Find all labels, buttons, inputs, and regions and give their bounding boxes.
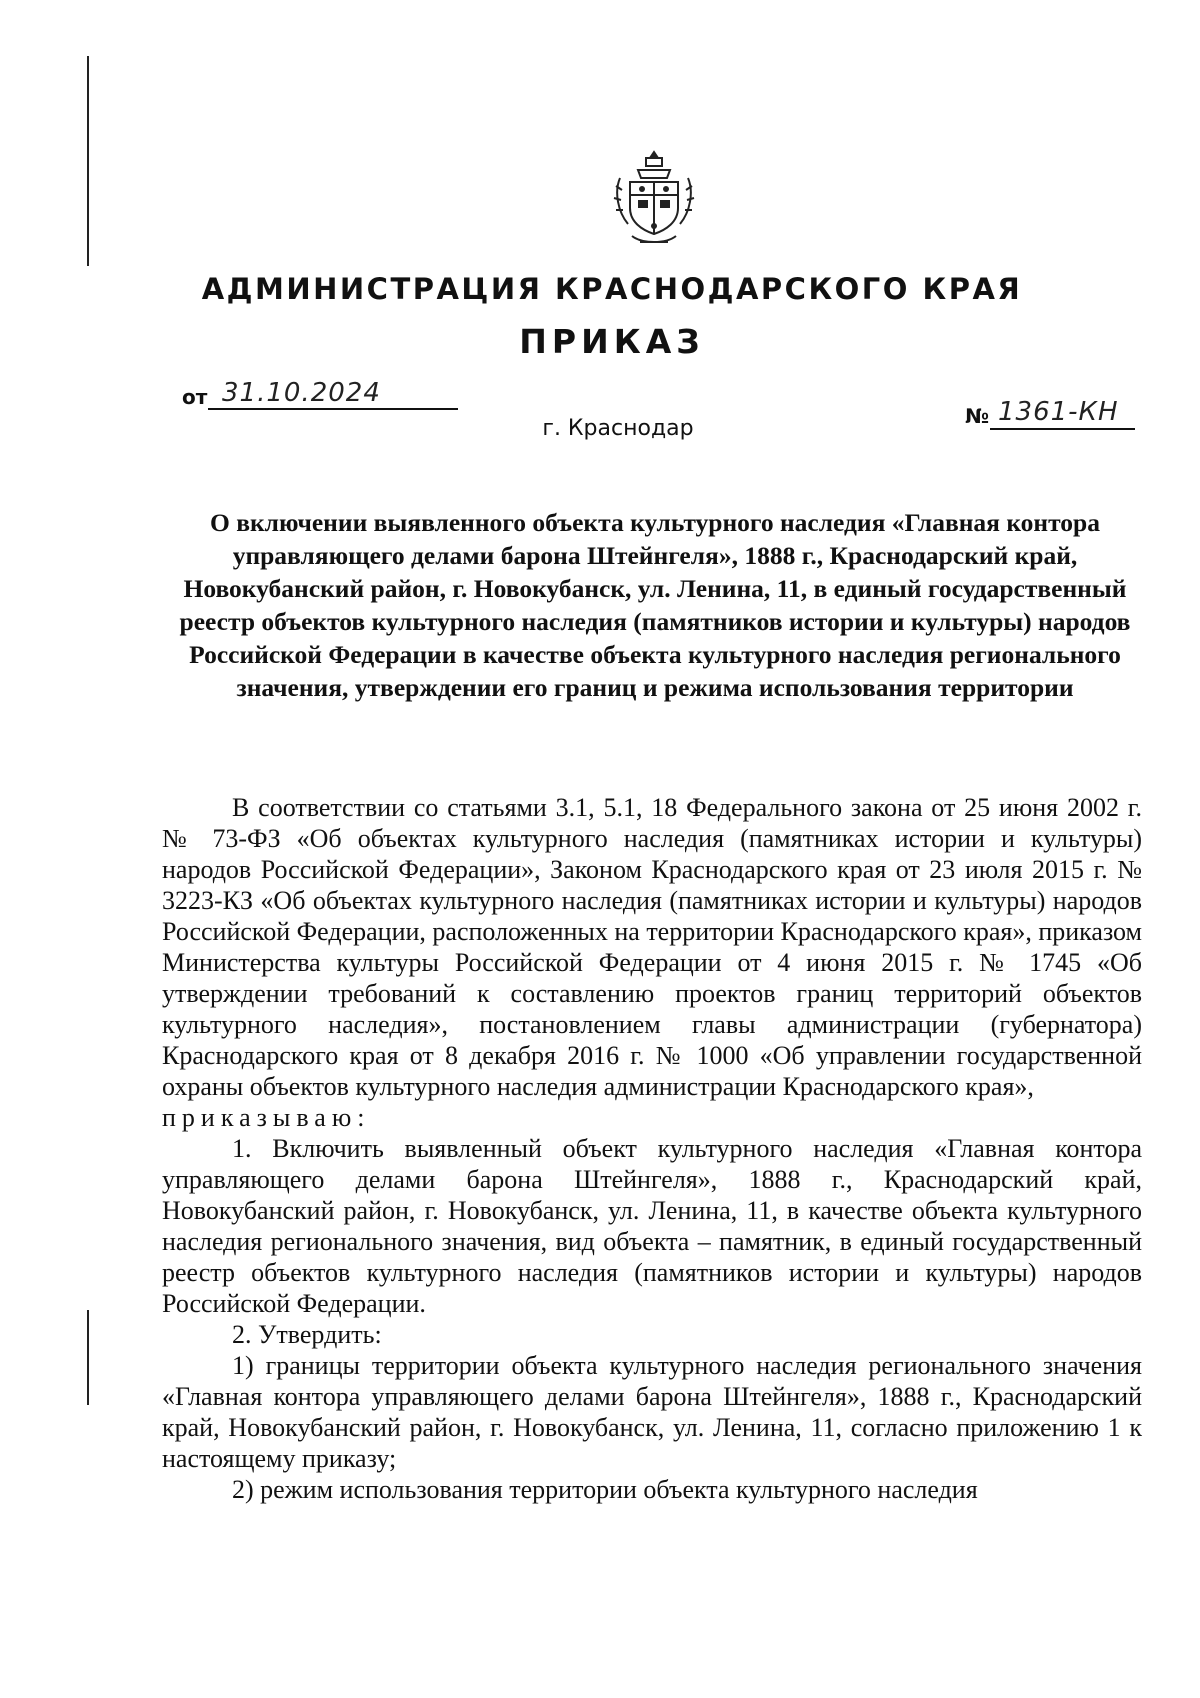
preamble-paragraph: В соответствии со статьями 3.1, 5.1, 18 Федерального закона от 25 июня 2002 г. № 73-ФЗ «Об объектах культурного наследия (памятниках истории и культуры) народов Российской Федерации», Законом Краснодарского края от 23 июля 2015 г. № 3223-КЗ «Об объектах культурного наследия (памятниках истории и культуры) народов Российской Федерации, расположенных на территории Краснодарского края», приказом Министерства культуры Российской Федерации от 4 июня 2015 г. № 1745 «Об утверждении требований к составлению проектов границ территорий объектов культурного наследия», постановлением главы администрации (губернатора) Краснодарского края от 8 декабря 2016 г. № 1000 «Об управлении государственной охраны объектов культурного наследия администрации Краснодарского края», (162, 793, 1143, 1101)
number-underline (990, 428, 1135, 430)
left-margin-line-top (87, 56, 89, 266)
order-word: приказываю: (162, 1103, 371, 1132)
date-underline (208, 408, 458, 410)
organization-name: АДМИНИСТРАЦИЯ КРАСНОДАРСКОГО КРАЯ (201, 272, 1023, 306)
number-value: 1361-КН (998, 397, 1119, 427)
item-2-paragraph: 2. Утвердить: (232, 1320, 382, 1349)
date-label: от (182, 385, 208, 409)
item-2-2-paragraph: 2) режим использования территории объекта культурного наследия (232, 1475, 978, 1504)
item-2-1-paragraph: 1) границы территории объекта культурного наследия регионального значения «Главная контора управляющего делами барона Штейнгеля», 1888 г., Краснодарский край, Новокубанский район, г. Новокубанск, ул. Ленина, 11, согласно приложению 1 к настоящему приказу; (162, 1351, 1142, 1473)
item-1-paragraph: 1. Включить выявленный объект культурного наследия «Главная контора управляющего делами барона Штейнгеля», 1888 г., Краснодарский край, Новокубанский район, г. Новокубанск, ул. Ленина, 11, в качестве объекта культурного наследия регионального значения, вид объекта – памятник, в единый государственный реестр объектов культурного наследия (памятников истории и культуры) народов Российской Федерации. (162, 1134, 1142, 1318)
left-margin-line-bottom (87, 1310, 89, 1405)
number-label: № (965, 404, 990, 428)
document-title: О включении выявленного объекта культурного наследия «Главная контора управляющего делами барона Штейнгеля», 1888 г., Краснодарский край, Новокубанский район, г. Новокубанск, ул. Ленина, 11, в единый государственный реестр объектов культурного наследия (памятников истории и культуры) народов Российской Федерации в качестве объекта культурного наследия регионального значения, утверждении его границ и режима использования территории (179, 508, 1131, 702)
krasnodar-coat-of-arms-icon (612, 148, 696, 248)
date-value: 31.10.2024 (222, 378, 381, 408)
city-name: г. Краснодар (542, 416, 694, 441)
document-type: ПРИКАЗ (519, 322, 705, 361)
document-body (162, 792, 1142, 1505)
